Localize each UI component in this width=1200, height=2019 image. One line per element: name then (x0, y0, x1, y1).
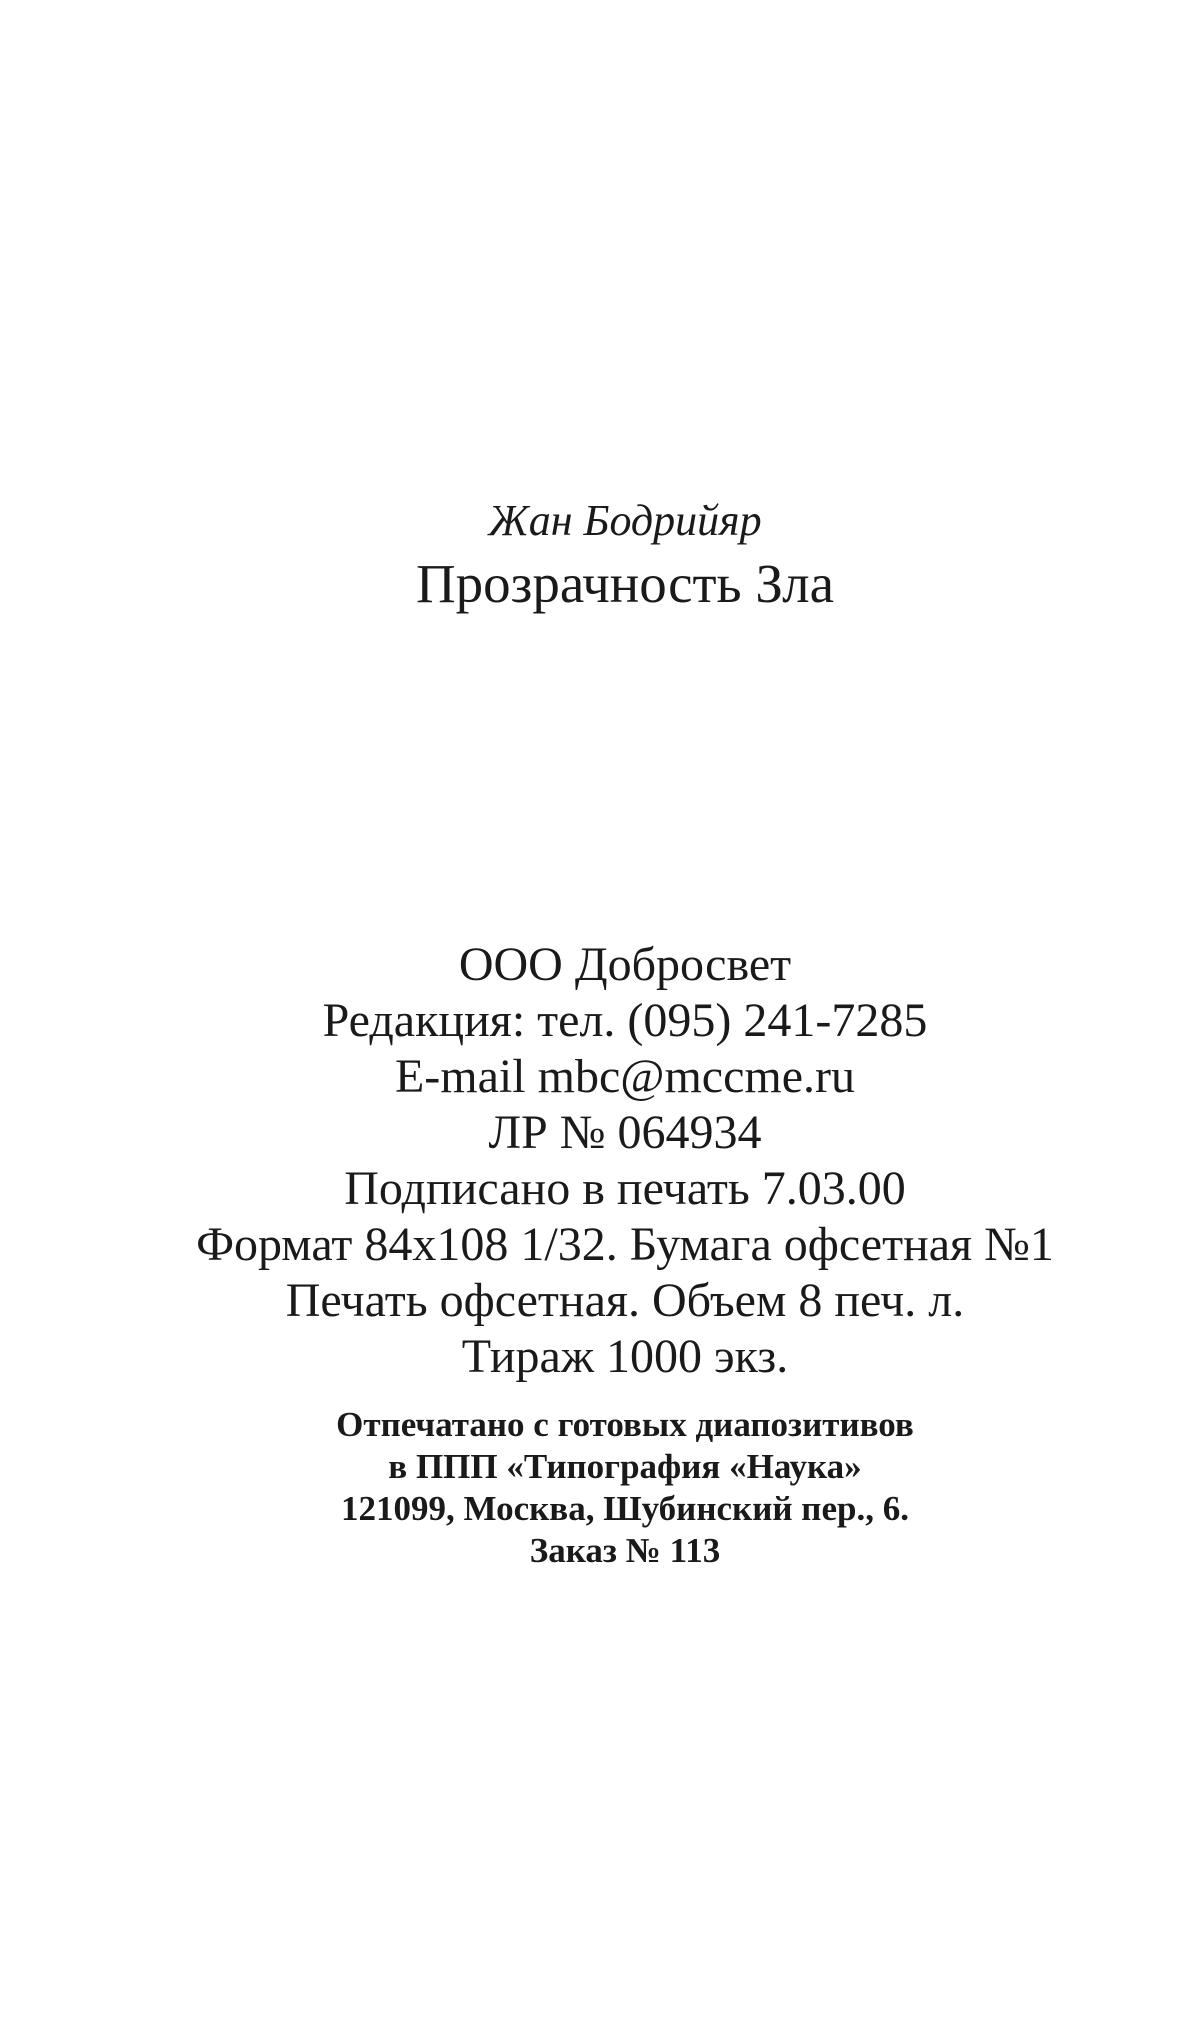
author-name: Жан Бодрийяр (488, 496, 762, 545)
license-number: ЛР № 064934 (488, 1106, 762, 1159)
book-title: Прозрачность Зла (415, 553, 835, 614)
print-run: Тираж 1000 экз. (461, 1330, 789, 1383)
print-volume: Печать офсетная. Объем 8 печ. л. (285, 1274, 965, 1327)
printer-line-1: Отпечатано с готовых диапозитивов (336, 1405, 914, 1444)
printer-address: 121099, Москва, Шубинский пер., 6. (341, 1489, 909, 1528)
email-line: E-mail mbc@mccme.ru (394, 1050, 856, 1103)
format-line: Формат 84x108 1/32. Бумага офсетная №1 (196, 1218, 1054, 1271)
order-number: Заказ № 113 (529, 1531, 721, 1570)
editorial-phone: Редакция: тел. (095) 241-7285 (322, 994, 928, 1047)
signed-to-print: Подписано в печать 7.03.00 (344, 1162, 906, 1215)
publisher-name: ООО Добросвет (458, 938, 792, 991)
printer-line-2: в ППП «Типография «Наука» (388, 1447, 862, 1486)
